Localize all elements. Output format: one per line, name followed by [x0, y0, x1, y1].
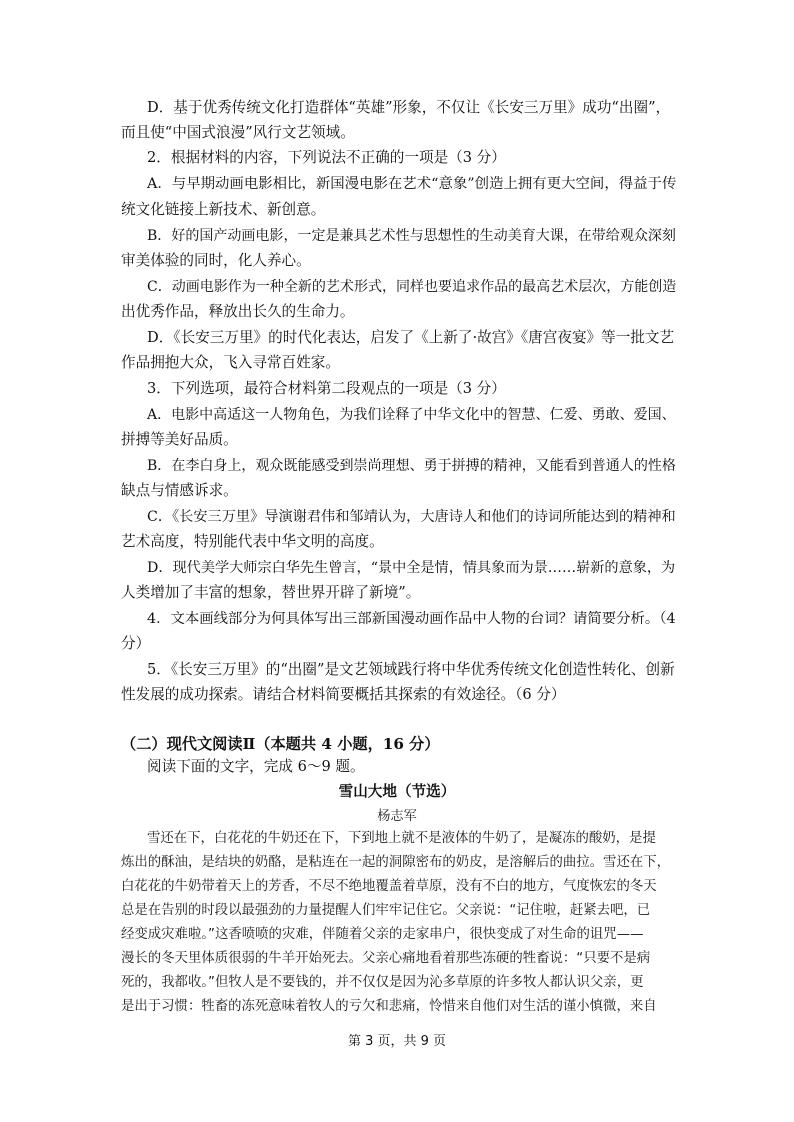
q2-option-d-line-2: 作品拥抱大众，飞入寻常百姓家。 — [121, 354, 340, 371]
passage-line-2: 炼出的酥油，是结块的奶酪，是粘连在一起的洞隙密布的奶皮，是溶解后的曲拉。雪还在下， — [121, 855, 671, 870]
passage-line-1: 雪还在下，白花花的牛奶还在下，下到地上就不是液体的牛奶了，是凝冻的酸奶，是提 — [147, 831, 656, 846]
q2-option-a-line-1: A．与早期动画电影相比，新国漫电影在艺术“意象”创造上拥有更大空间，得益于传 — [147, 176, 677, 192]
q3-option-b-line-1: B．在李白身上，观众既能感受到崇尚理想、勇于拼搏的精神，又能看到普通人的性格 — [147, 458, 676, 474]
q2-stem: 2．根据材料的内容，下列说法不正确的一项是（3 分） — [147, 149, 506, 166]
passage-line-6: 漫长的冬天里体质很弱的牛羊开始死去。父亲心痛地看着那些冻硬的牲畜说：“只要不是病 — [121, 951, 651, 966]
q3-option-d-line-1: D．现代美学大师宗白华先生曾言，“景中全是情，情具象而为景……崭新的意象，为 — [147, 560, 676, 576]
q2-option-b-line-2: 审美体验的同时，化人养心。 — [121, 252, 311, 269]
q3-option-c-line-2: 艺术高度，特别能代表中华文明的高度。 — [121, 533, 384, 550]
q2-option-d-line-1: D．《长安三万里》的时代化表达，启发了《上新了·故宫》《唐宫夜宴》等一批文艺 — [147, 329, 675, 346]
q2-option-a-line-2: 统文化链接上新技术、新创意。 — [121, 201, 326, 218]
passage-line-4: 总是在告别的时段以最强劲的力量提醒人们牢牢记住它。父亲说：“记住啦，赶紧去吧，已 — [121, 903, 651, 918]
q2-option-b-line-1: B．好的国产动画电影，一定是兼具艺术性与思想性的生动美育大课，在带给观众深刻 — [147, 228, 676, 244]
passage-line-8: 是出于习惯：牲畜的冻死意味着牧人的亏欠和悲痛，怜惜来自他们对生活的谨小慎微，来自 — [121, 999, 657, 1014]
passage-author: 杨志军 — [377, 809, 417, 824]
passage-line-3: 白花花的牛奶带着天上的芳香，不尽不绝地覆盖着草原，没有不白的地方，气度恢宏的冬天 — [121, 879, 657, 894]
q3-option-a-line-2: 拼搏等美好品质。 — [121, 431, 238, 448]
q1-option-d-line-1: D．基于优秀传统文化打造群体“英雄”形象，不仅让《长安三万里》成功“出圈”， — [147, 99, 671, 116]
passage-line-7: 死的，我都收。”但牧人是不要钱的，并不仅仅是因为沁多草原的许多牧人都认识父亲，更 — [121, 975, 644, 990]
q5-line-2: 性发展的成功探索。请结合材料简要概括其探索的有效途径。（6 分） — [121, 686, 566, 703]
passage-title: 雪山大地（节选） — [338, 783, 456, 800]
q2-option-c-line-1: C．动画电影作为一种全新的艺术形式，同样也要追求作品的最高艺术层次，方能创造 — [147, 279, 677, 295]
q4-line-1: 4．文本画线部分为何具体写出三部新国漫动画作品中人物的台词？请简要分析。（4 — [147, 611, 676, 627]
q5-line-1: 5．《长安三万里》的“出圈”是文艺领域践行将中华优秀传统文化创造性转化、创新 — [147, 661, 675, 678]
q1-option-d-line-2: 而且使“中国式浪漫”风行文艺领域。 — [121, 124, 355, 141]
section-2-instruction: 阅读下面的文字，完成 6～9 题。 — [147, 758, 365, 775]
section-2-heading: （二）现代文阅读Ⅱ（本题共 4 小题，16 分） — [121, 735, 440, 753]
q2-option-c-line-2: 出优秀作品，释放出长久的生命力。 — [121, 303, 355, 320]
q3-option-c-line-1: C．《长安三万里》导演谢君伟和邹靖认为，大唐诗人和他们的诗词所能达到的精神和 — [147, 509, 676, 525]
page-footer: 第 3 页，共 9 页 — [347, 1034, 447, 1049]
q3-option-b-line-2: 缺点与情感诉求。 — [121, 482, 238, 499]
q4-line-2: 分） — [121, 635, 151, 652]
q3-option-d-line-2: 人类增加了丰富的想象，替世界开辟了新境”。 — [121, 584, 421, 601]
q3-stem: 3．下列选项，最符合材料第二段观点的一项是（3 分） — [147, 380, 506, 397]
passage-line-5: 经变成灾难啦。”这香喷喷的灾难，伴随着父亲的走家串户，很快变成了对生命的诅咒—— — [121, 927, 644, 942]
q3-option-a-line-1: A．电影中高适这一人物角色，为我们诠释了中华文化中的智慧、仁爱、勇敢、爱国、 — [147, 407, 676, 423]
